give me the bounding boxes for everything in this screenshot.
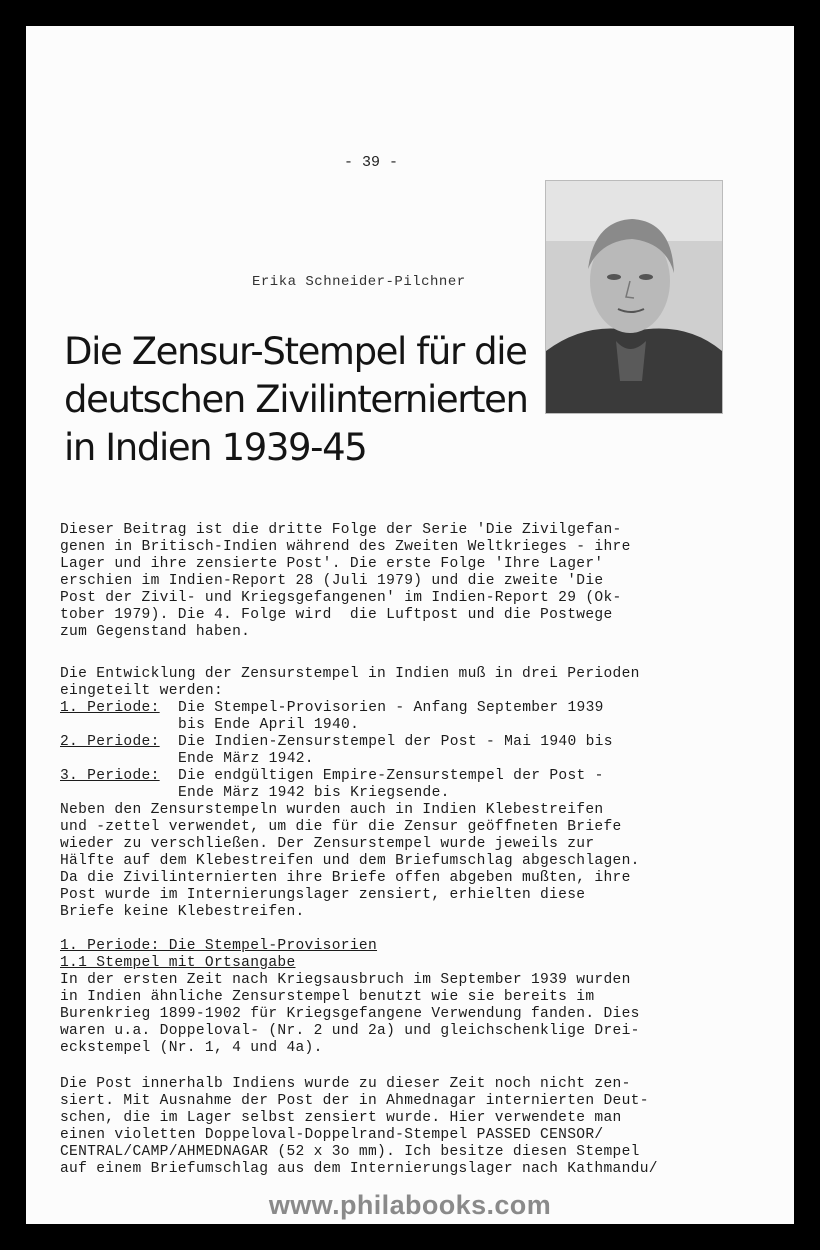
period-text: Die Stempel-Provisorien - Anfang September 1939 bbox=[178, 700, 604, 716]
text-line: in Indien ähnliche Zensurstempel benutzt wie sie bereits im bbox=[60, 989, 595, 1005]
text-line: Neben den Zensurstempeln wurden auch in Indien Klebestreifen bbox=[60, 802, 604, 818]
period-label: 3. Periode: bbox=[60, 768, 160, 784]
text-line: siert. Mit Ausnahme der Post der in Ahmednagar internierten Deut- bbox=[60, 1093, 649, 1109]
period-item bbox=[60, 768, 750, 802]
text-line: Die Post innerhalb Indiens wurde zu dieser Zeit noch nicht zen- bbox=[60, 1076, 631, 1092]
watermark-url: www.philabooks.com bbox=[268, 1190, 552, 1220]
text-line: Post wurde im Internierungslager zensiert, erhielten diese bbox=[60, 887, 586, 903]
text-line: In der ersten Zeit nach Kriegsausbruch im September 1939 wurden bbox=[60, 972, 631, 988]
periods-paragraph bbox=[60, 666, 750, 921]
text-line: Lager und ihre zensierte Post'. Die erste Folge 'Ihre Lager' bbox=[60, 556, 604, 572]
author-name: Erika Schneider-Pilchner bbox=[252, 274, 466, 290]
text-line: Briefe keine Klebestreifen. bbox=[60, 904, 305, 920]
text-line: schen, die im Lager selbst zensiert wurde. Hier verwendete man bbox=[60, 1110, 622, 1126]
section-heading: 1. Periode: Die Stempel-Provisorien bbox=[60, 938, 378, 954]
text-line: tober 1979). Die 4. Folge wird die Luftpost und die Postwege bbox=[60, 607, 613, 623]
text-line: eckstempel (Nr. 1, 4 und 4a). bbox=[60, 1040, 323, 1056]
text-line: Hälfte auf dem Klebestreifen und dem Briefumschlag abgeschlagen. bbox=[60, 853, 640, 869]
period-item bbox=[60, 700, 750, 734]
period-label: 2. Periode: bbox=[60, 734, 160, 750]
period-item bbox=[60, 734, 750, 768]
text-line: genen in Britisch-Indien während des Zweiten Weltkrieges - ihre bbox=[60, 539, 631, 555]
text-line: zum Gegenstand haben. bbox=[60, 624, 251, 640]
article-title bbox=[64, 328, 534, 472]
period-text: Ende März 1942. bbox=[178, 751, 314, 767]
text-line: erschien im Indien-Report 28 (Juli 1979) und die zweite 'Die bbox=[60, 573, 604, 589]
title-line: deutschen Zivilinternierten bbox=[64, 378, 528, 421]
author-portrait-photo bbox=[545, 180, 723, 414]
text-line: waren u.a. Doppeloval- (Nr. 2 und 2a) und gleichschenklige Drei- bbox=[60, 1023, 640, 1039]
text-line: wieder zu verschließen. Der Zensurstempel wurde jeweils zur bbox=[60, 836, 595, 852]
text-line: Die Entwicklung der Zensurstempel in Indien muß in drei Perioden bbox=[60, 666, 640, 682]
text-line: auf einem Briefumschlag aus dem Internierungslager nach Kathmandu/ bbox=[60, 1161, 658, 1177]
text-line: eingeteilt werden: bbox=[60, 683, 224, 699]
title-line: Die Zensur-Stempel für die bbox=[64, 330, 527, 373]
period-text: Die endgültigen Empire-Zensurstempel der Post - bbox=[178, 768, 604, 784]
text-line: Burenkrieg 1899-1902 für Kriegsgefangene Verwendung fanden. Dies bbox=[60, 1006, 640, 1022]
text-line: einen violetten Doppeloval-Doppelrand-Stempel PASSED CENSOR/ bbox=[60, 1127, 604, 1143]
intro-paragraph bbox=[60, 522, 750, 641]
period-text: Ende März 1942 bis Kriegsende. bbox=[178, 785, 450, 801]
subsection-heading: 1.1 Stempel mit Ortsangabe bbox=[60, 955, 296, 971]
text-line: CENTRAL/CAMP/AHMEDNAGAR (52 x 3o mm). Ich besitze diesen Stempel bbox=[60, 1144, 640, 1160]
text-line: Post der Zivil- und Kriegsgefangenen' im Indien-Report 29 (Ok- bbox=[60, 590, 622, 606]
period-label: 1. Periode: bbox=[60, 700, 160, 716]
period-text: bis Ende April 1940. bbox=[178, 717, 360, 733]
title-line: in Indien 1939-45 bbox=[64, 426, 367, 469]
final-paragraph bbox=[60, 1076, 750, 1178]
period-text: Die Indien-Zensurstempel der Post - Mai 1940 bis bbox=[178, 734, 613, 750]
document-page bbox=[26, 26, 794, 1224]
page-number: - 39 - bbox=[344, 154, 399, 171]
section-1 bbox=[60, 938, 750, 1057]
text-line: Dieser Beitrag ist die dritte Folge der Serie 'Die Zivilgefan- bbox=[60, 522, 622, 538]
text-line: und -zettel verwendet, um die für die Zensur geöffneten Briefe bbox=[60, 819, 622, 835]
text-line: Da die Zivilinternierten ihre Briefe offen abgeben mußten, ihre bbox=[60, 870, 631, 886]
